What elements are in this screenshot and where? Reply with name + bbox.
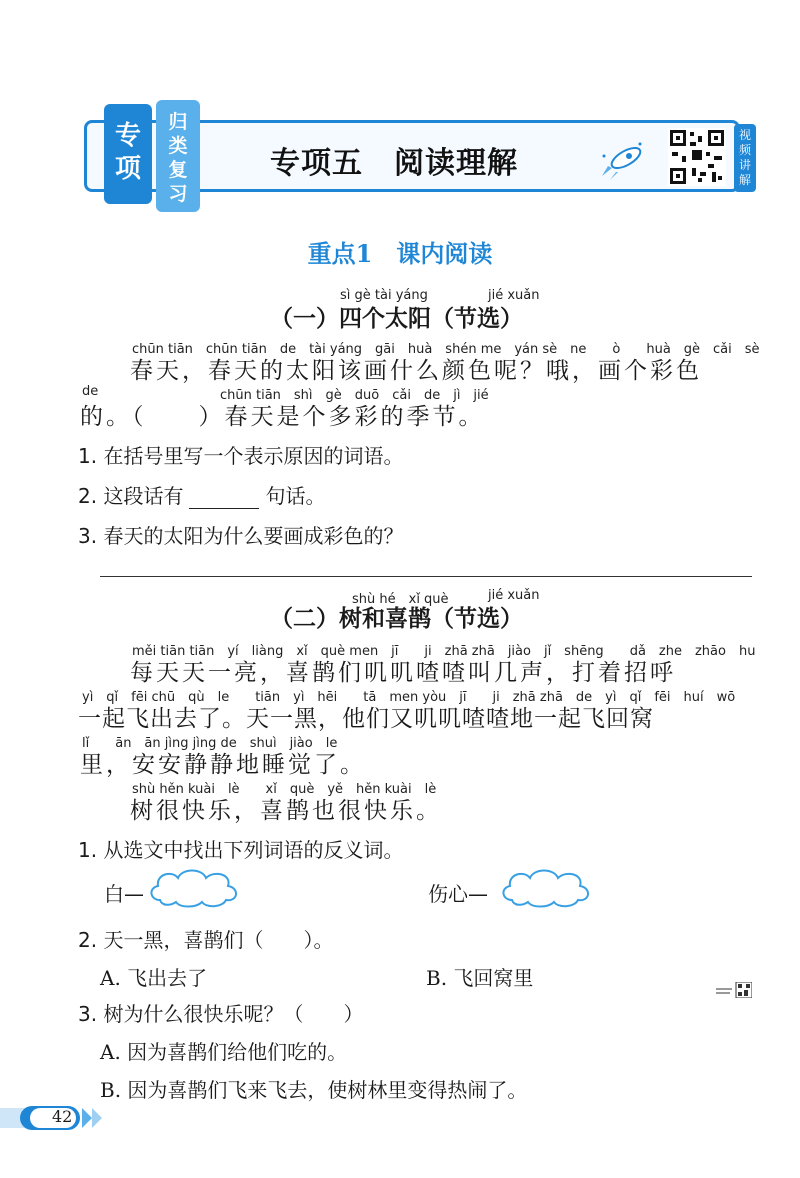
pinyin: yì qǐ fēi chū qù le tiān yì hēi tā men yòu jī ji zhā zhā de yì qǐ fēi huí wō xyxy=(82,690,736,705)
passage-text: 树很快乐，喜鹊也很快乐。 xyxy=(130,798,442,824)
question: 1. 在括号里写一个表示原因的词语。 xyxy=(78,444,404,468)
pinyin: de xyxy=(82,384,99,399)
passage-title: （二）树和喜鹊（节选） xyxy=(270,606,523,632)
passage-text: 的。（ ）春天是个多彩的季节。 xyxy=(80,404,485,430)
cloud-answer-box[interactable] xyxy=(146,866,242,910)
question: 3. 春天的太阳为什么要画成彩色的？ xyxy=(78,524,404,548)
question: 1. 从选文中找出下列词语的反义词。 xyxy=(78,838,404,862)
antonym-right-label: 伤心— xyxy=(428,882,488,906)
pinyin: shù hěn kuài lè xǐ què yě hěn kuài lè xyxy=(132,782,437,797)
page-title: 专项五 阅读理解 xyxy=(270,146,518,181)
passage-text: 每天天一亮，喜鹊们叽叽喳喳叫几声，打着招呼 xyxy=(130,660,676,686)
option-b[interactable]: B. 因为喜鹊们飞来飞去，使树林里变得热闹了。 xyxy=(100,1078,528,1102)
cloud-answer-box[interactable] xyxy=(498,866,594,910)
badge-main: 专 项 xyxy=(104,104,152,204)
pinyin: měi tiān tiān yí liàng xǐ què men jī ji zhā zhā jiào jǐ shēng dǎ zhe zhāo hu xyxy=(132,644,756,659)
passage-text: 里，安安静静地睡觉了。 xyxy=(80,752,366,778)
option-a[interactable]: A. 因为喜鹊们给他们吃的。 xyxy=(100,1040,348,1064)
video-lecture-tab[interactable]: 视 频 讲 解 xyxy=(734,124,756,192)
passage-title: （一）四个太阳（节选） xyxy=(270,306,523,332)
pinyin: chūn tiān chūn tiān de tài yáng gāi huà shén me yán sè ne ò huà gè cǎi sè xyxy=(132,342,760,357)
option-b[interactable]: B. 飞回窝里 xyxy=(426,966,534,990)
page-number: 42 xyxy=(52,1107,73,1126)
pinyin: shù hé xǐ què xyxy=(352,592,449,607)
section-heading: 重点1 课内阅读 xyxy=(307,239,493,268)
badge-sub: 归 类 复 习 xyxy=(156,100,200,212)
pinyin: chūn tiān shì gè duō cǎi de jì jié xyxy=(220,388,489,403)
passage-text: 一起飞出去了。天一黑，他们又叽叽喳喳地一起飞回窝 xyxy=(78,706,654,732)
question: 2. 这段话有 句话。 xyxy=(78,484,326,508)
pinyin: jié xuǎn xyxy=(488,588,540,603)
divider xyxy=(100,576,752,577)
passage-text: 春天，春天的太阳该画什么颜色呢？哦，画个彩色 xyxy=(130,358,702,384)
pinyin: sì gè tài yáng xyxy=(340,288,428,303)
mini-qr-icon xyxy=(716,982,752,998)
pinyin: jié xuǎn xyxy=(488,288,540,303)
answer-blank[interactable] xyxy=(189,490,259,509)
question: 3. 树为什么很快乐呢？（ ） xyxy=(78,1002,364,1026)
antonym-left-label: 白— xyxy=(104,882,144,906)
qr-code-icon[interactable] xyxy=(668,128,726,186)
pinyin: lǐ ān ān jìng jìng de shuì jiào le xyxy=(82,736,338,751)
question: 2. 天一黑，喜鹊们（ ）。 xyxy=(78,928,334,952)
rocket-icon xyxy=(596,138,648,182)
option-a[interactable]: A. 飞出去了 xyxy=(100,966,208,990)
